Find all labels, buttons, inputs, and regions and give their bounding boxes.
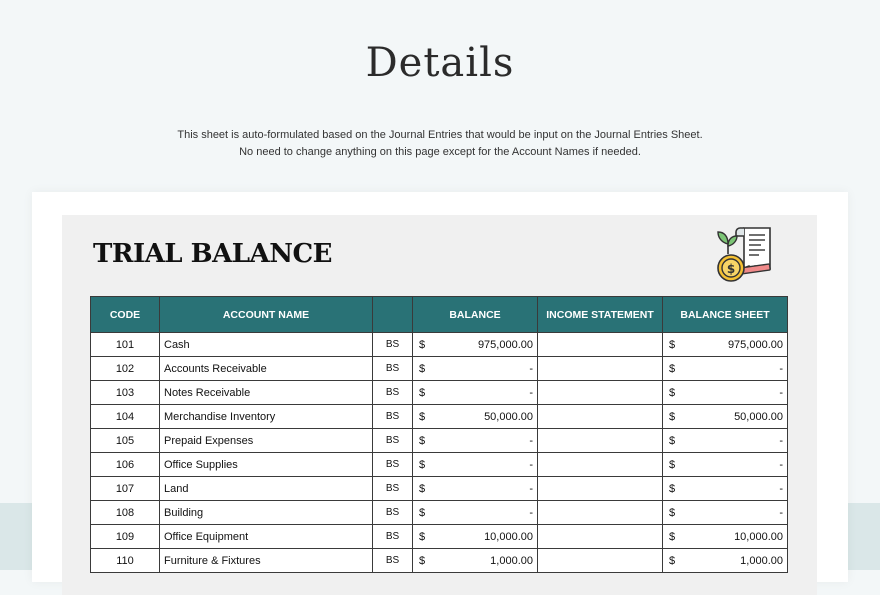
type-cell: BS <box>373 525 413 549</box>
balance-value: 1,000.00 <box>490 554 533 567</box>
page-title: Details <box>365 40 515 86</box>
balance-cell <box>413 549 538 573</box>
balance-sheet-cell <box>663 405 788 429</box>
table-row <box>91 405 788 429</box>
currency-symbol: $ <box>419 482 426 495</box>
currency-symbol: $ <box>419 434 426 447</box>
table-row <box>91 477 788 501</box>
column-header-code: CODE <box>91 297 160 333</box>
income-statement-cell <box>538 525 663 549</box>
type-cell: BS <box>373 429 413 453</box>
currency-symbol: $ <box>419 554 426 567</box>
type-cell: BS <box>373 333 413 357</box>
account-name-cell[interactable]: Building <box>160 501 373 525</box>
balance-value: - <box>529 506 533 519</box>
currency-symbol: $ <box>419 530 426 543</box>
code-cell: 101 <box>91 333 160 357</box>
balance-cell <box>413 453 538 477</box>
account-name-cell[interactable]: Office Equipment <box>160 525 373 549</box>
currency-symbol: $ <box>419 362 426 375</box>
description-line-1: This sheet is auto-formulated based on the Journal Entries that would be input on the Journal Entries Sheet. <box>177 129 703 141</box>
balance-sheet-value: 1,000.00 <box>740 554 783 567</box>
account-name-cell[interactable]: Land <box>160 477 373 501</box>
balance-value: - <box>529 362 533 375</box>
balance-sheet-cell <box>663 477 788 501</box>
code-cell: 108 <box>91 501 160 525</box>
currency-symbol: $ <box>669 506 676 519</box>
account-name-cell[interactable]: Furniture & Fixtures <box>160 549 373 573</box>
column-header-income-statement: INCOME STATEMENT <box>538 297 663 333</box>
balance-cell <box>413 429 538 453</box>
balance-sheet-cell <box>663 501 788 525</box>
balance-value: 50,000.00 <box>484 410 533 423</box>
code-cell: 104 <box>91 405 160 429</box>
code-cell: 110 <box>91 549 160 573</box>
svg-text:$: $ <box>726 262 736 276</box>
account-name-cell[interactable]: Prepaid Expenses <box>160 429 373 453</box>
currency-symbol: $ <box>669 458 676 471</box>
balance-sheet-value: - <box>779 434 783 447</box>
currency-symbol: $ <box>669 362 676 375</box>
balance-sheet-value: - <box>779 458 783 471</box>
account-name-cell[interactable]: Office Supplies <box>160 453 373 477</box>
money-growth-receipt-icon <box>714 224 780 286</box>
account-name-cell[interactable]: Accounts Receivable <box>160 357 373 381</box>
income-statement-cell <box>538 405 663 429</box>
balance-value: - <box>529 458 533 471</box>
balance-sheet-value: - <box>779 362 783 375</box>
column-header-balance: BALANCE <box>413 297 538 333</box>
balance-sheet-cell <box>663 333 788 357</box>
balance-sheet-cell <box>663 549 788 573</box>
balance-value: - <box>529 386 533 399</box>
account-name-cell[interactable]: Cash <box>160 333 373 357</box>
balance-cell <box>413 501 538 525</box>
sheet-card <box>32 192 848 582</box>
balance-sheet-value: 975,000.00 <box>727 338 783 351</box>
balance-sheet-cell <box>663 453 788 477</box>
code-cell: 109 <box>91 525 160 549</box>
income-statement-cell <box>538 549 663 573</box>
balance-value: 10,000.00 <box>484 530 533 543</box>
type-cell: BS <box>373 453 413 477</box>
balance-cell <box>413 381 538 405</box>
table-row <box>91 549 788 573</box>
income-statement-cell <box>538 501 663 525</box>
currency-symbol: $ <box>419 458 426 471</box>
table-row <box>91 357 788 381</box>
balance-value: - <box>529 434 533 447</box>
income-statement-cell <box>538 429 663 453</box>
currency-symbol: $ <box>419 386 426 399</box>
balance-sheet-value: - <box>779 386 783 399</box>
currency-symbol: $ <box>669 338 676 351</box>
column-header-account-name: ACCOUNT NAME <box>160 297 373 333</box>
income-statement-cell <box>538 381 663 405</box>
balance-cell <box>413 333 538 357</box>
type-cell: BS <box>373 549 413 573</box>
type-cell: BS <box>373 381 413 405</box>
balance-sheet-value: 50,000.00 <box>734 410 783 423</box>
code-cell: 103 <box>91 381 160 405</box>
balance-cell <box>413 525 538 549</box>
currency-symbol: $ <box>669 482 676 495</box>
currency-symbol: $ <box>669 554 676 567</box>
balance-sheet-value: - <box>779 482 783 495</box>
description-line-2: No need to change anything on this page except for the Account Names if needed. <box>239 146 641 158</box>
balance-cell <box>413 477 538 501</box>
currency-symbol: $ <box>669 530 676 543</box>
code-cell: 107 <box>91 477 160 501</box>
account-name-cell[interactable]: Merchandise Inventory <box>160 405 373 429</box>
balance-cell <box>413 357 538 381</box>
currency-symbol: $ <box>669 410 676 423</box>
type-cell: BS <box>373 477 413 501</box>
income-statement-cell <box>538 357 663 381</box>
trial-balance-panel <box>62 215 817 595</box>
code-cell: 102 <box>91 357 160 381</box>
table-row <box>91 525 788 549</box>
balance-sheet-cell <box>663 429 788 453</box>
table-row <box>91 429 788 453</box>
balance-cell <box>413 405 538 429</box>
type-cell: BS <box>373 357 413 381</box>
balance-sheet-value: 10,000.00 <box>734 530 783 543</box>
income-statement-cell <box>538 453 663 477</box>
balance-sheet-cell <box>663 381 788 405</box>
balance-sheet-cell <box>663 525 788 549</box>
currency-symbol: $ <box>419 410 426 423</box>
type-cell: BS <box>373 405 413 429</box>
balance-value: - <box>529 482 533 495</box>
balance-value: 975,000.00 <box>477 338 533 351</box>
income-statement-cell <box>538 477 663 501</box>
account-name-cell[interactable]: Notes Receivable <box>160 381 373 405</box>
table-row <box>91 381 788 405</box>
balance-sheet-cell <box>663 357 788 381</box>
currency-symbol: $ <box>669 386 676 399</box>
currency-symbol: $ <box>419 338 426 351</box>
income-statement-cell <box>538 333 663 357</box>
currency-symbol: $ <box>669 434 676 447</box>
code-cell: 106 <box>91 453 160 477</box>
currency-symbol: $ <box>419 506 426 519</box>
table-row <box>91 453 788 477</box>
balance-sheet-value: - <box>779 506 783 519</box>
code-cell: 105 <box>91 429 160 453</box>
table-row <box>91 501 788 525</box>
trial-balance-table <box>90 296 788 573</box>
table-header-row <box>91 297 788 333</box>
trial-balance-title: TRIAL BALANCE <box>93 239 333 269</box>
column-header-type <box>373 297 413 333</box>
table-row <box>91 333 788 357</box>
type-cell: BS <box>373 501 413 525</box>
column-header-balance-sheet: BALANCE SHEET <box>663 297 788 333</box>
